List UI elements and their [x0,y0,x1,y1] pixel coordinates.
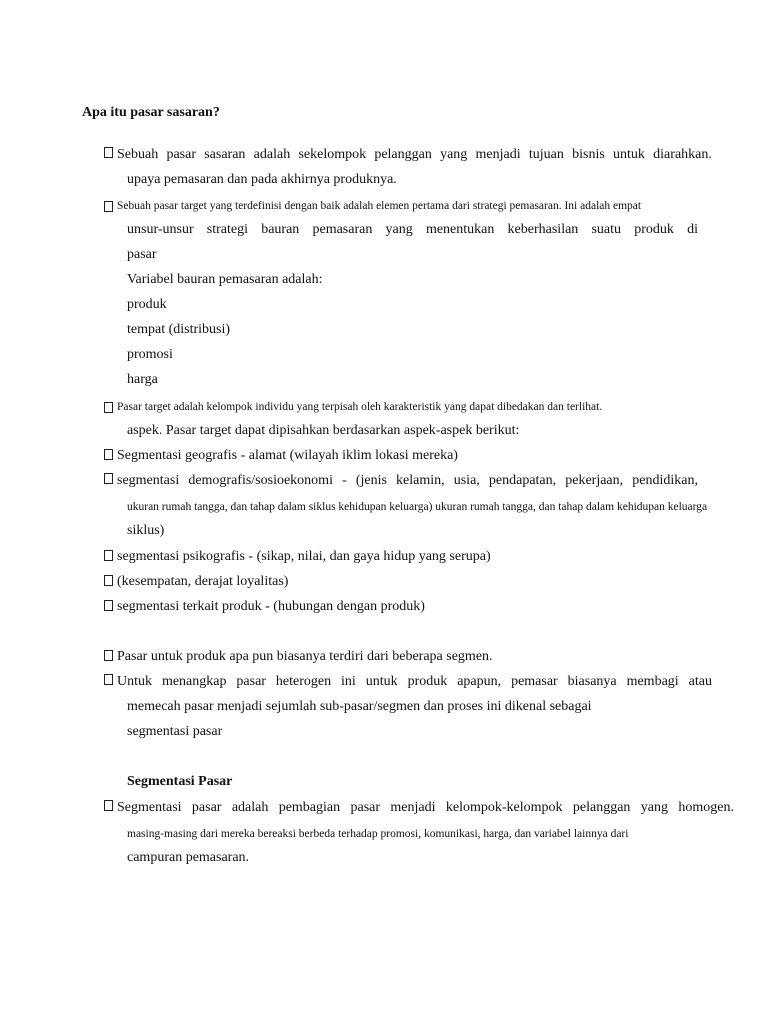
bullet-box-icon [104,674,113,685]
segment-text: segmentasi psikografis - (sikap, nilai, dan gaya hidup yang serupa) [117,549,491,564]
paragraph-2-line-3: pasar [127,247,157,262]
paragraph-5-line-2: memecah pasar menjadi sejumlah sub-pasar/segmen dan proses ini dikenal sebagai [127,699,592,714]
word: membagi [626,674,679,689]
word: yang [640,800,668,815]
paragraph-4-text: Pasar untuk produk apa pun biasanya terdiri dari beberapa segmen. [117,649,493,664]
segment-behavioral [104,574,288,590]
word: segmentasi [117,473,180,488]
word: menjadi [390,800,436,815]
word: tujuan [528,147,564,162]
segment-product [104,599,425,615]
word: pendidikan, [632,473,698,488]
segment-demographic-line-3: siklus) [127,523,165,538]
word: pekerjaan, [565,473,624,488]
word: unsur-unsur [127,222,194,237]
word: suatu [591,222,622,237]
word: pasar [236,674,266,689]
bullet-box-icon [104,575,113,586]
segment-text: segmentasi terkait produk - (hubungan dengan produk) [117,599,425,614]
word: produk [407,674,448,689]
word: adalah [253,147,291,162]
word: yang [440,147,468,162]
word: (jenis [355,473,387,488]
word: ini [341,674,356,689]
word: Untuk [117,674,152,689]
word: heterogen [275,674,332,689]
word: Sebuah [117,147,159,162]
paragraph-6-line-3: campuran pemasaran. [127,850,250,865]
segment-text: Segmentasi geografis - alamat (wilayah iklim lokasi mereka) [117,448,458,463]
mix-item: harga [127,372,158,387]
mix-item: produk [127,297,167,312]
word-list [117,674,712,690]
word: bauran [261,222,300,237]
paragraph-3-line-2: aspek. Pasar target dapat dipisahkan berdasarkan aspek-aspek berikut: [127,423,520,438]
word: menangkap [161,674,227,689]
mix-item: tempat (distribusi) [127,322,231,337]
bullet-box-icon [104,800,113,811]
paragraph-2-text: Sebuah pasar target yang terdefinisi dengan baik adalah elemen pertama dari strategi pemasaran. Ini adalah empat [117,200,642,212]
word: pemasar [511,674,558,689]
word: di [687,222,698,237]
page-heading: Apa itu pasar sasaran? [82,105,220,120]
word: bisnis [572,147,605,162]
word: Segmentasi [117,800,182,815]
bullet-box-icon [104,600,113,611]
paragraph-5-line-1 [104,674,712,690]
word: pembagian [278,800,341,815]
word: pasar [350,800,381,815]
paragraph-1-line-1 [104,147,712,163]
word: menentukan [425,222,495,237]
word: diarahkan. [653,147,712,162]
bullet-box-icon [104,147,113,158]
word: homogen. [678,800,734,815]
paragraph-2-line-1 [104,198,641,214]
segment-psychographic [104,549,491,565]
bullet-box-icon [104,550,113,561]
word: untuk [365,674,398,689]
word: sasaran [204,147,246,162]
word: adalah [231,800,269,815]
word-list [117,473,698,489]
word: produk [634,222,674,237]
segment-geographic [104,448,458,464]
word: usia, [453,473,480,488]
paragraph-4 [104,649,493,665]
word: pemasaran [312,222,373,237]
paragraph-5-line-3: segmentasi pasar [127,724,223,739]
word: keberhasilan [507,222,579,237]
word: biasanya [567,674,617,689]
word: pendapatan, [488,473,557,488]
bullet-box-icon [104,650,113,661]
bullet-box-icon [104,449,113,460]
word: apapun, [457,674,502,689]
paragraph-1-line-2: upaya pemasaran dan pada akhirnya produknya. [127,172,397,187]
word: pelanggan [374,147,432,162]
word: kelamin, [396,473,445,488]
paragraph-3-text: Pasar target adalah kelompok individu yang terpisah oleh karakteristik yang dapat dibedakan dan terlihat. [117,401,603,413]
word: menjadi [475,147,521,162]
word-list [117,147,712,163]
word: pelanggan [572,800,631,815]
word: untuk [613,147,645,162]
paragraph-2-line-2 [127,222,698,238]
word: sekelompok [298,147,367,162]
segment-text: (kesempatan, derajat loyalitas) [117,574,289,589]
bullet-box-icon [104,201,113,212]
word: atau [688,674,712,689]
segment-demographic-line-1 [104,473,698,489]
word: pasar [166,147,196,162]
word: strategi [206,222,249,237]
word: pasar [191,800,222,815]
bullet-box-icon [104,473,113,484]
word: - [342,473,347,488]
bullet-box-icon [104,402,113,413]
paragraph-6-line-2: masing-masing dari mereka bereaksi berbeda terhadap promosi, komunikasi, harga, dan variabel lainnya dari [127,828,629,840]
word: demografis/sosioekonomi [188,473,333,488]
mix-item: promosi [127,347,173,362]
section-subheading: Segmentasi Pasar [127,774,233,789]
word: yang [385,222,413,237]
paragraph-6-line-1 [104,800,734,816]
mix-intro: Variabel bauran pemasaran adalah: [127,272,323,287]
word: kelompok-kelompok [445,800,563,815]
paragraph-3-line-1 [104,399,602,415]
segment-demographic-line-2: ukuran rumah tangga, dan tahap dalam siklus kehidupan keluarga) ukuran rumah tangga, dan tahap dalam kehidupan keluarga [127,501,708,513]
word-list [117,800,734,816]
